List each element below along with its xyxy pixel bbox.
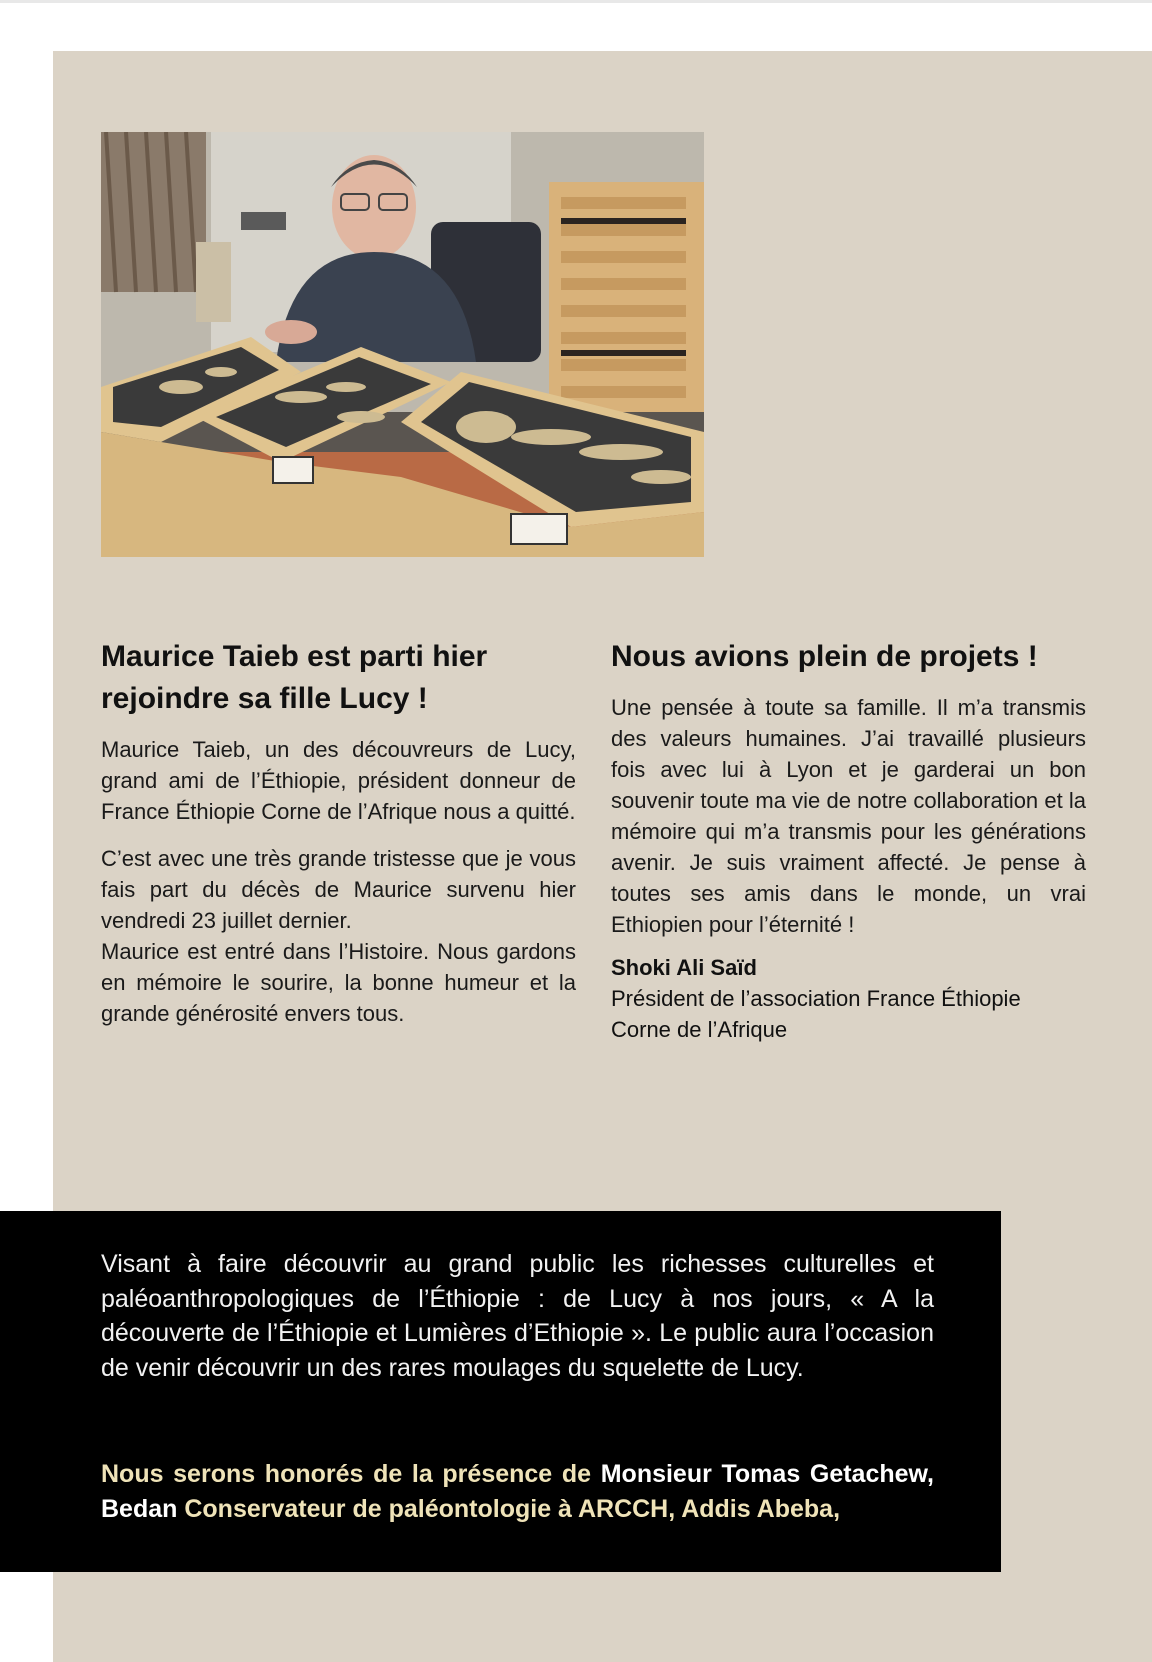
top-border-line: [0, 0, 1152, 3]
signature-name: Shoki Ali Saïd: [611, 955, 757, 980]
left-heading: Maurice Taieb est parti hier rejoindre sa fille Lucy !: [101, 640, 488, 715]
left-paragraph-1: Maurice Taieb, un des découvreurs de Lucy, grand ami de l’Éthiopie, président donneur de France Éthiopie Corne de l’Afrique nous a quitté.: [101, 737, 576, 824]
right-article-column: [611, 636, 1086, 1045]
right-heading: Nous avions plein de projets !: [611, 640, 1038, 673]
honor-intro: Nous serons honorés de la présence de: [101, 1460, 592, 1488]
honor-guest-text: [101, 1457, 934, 1526]
left-paragraph-2b: Maurice est entré dans l’Histoire. Nous gardons en mémoire le sourire, la bonne humeur et la grande générosité envers tous.: [101, 939, 576, 1026]
honor-guest-title: Conservateur de paléontologie à ARCCH, Addis Abeba,: [184, 1494, 841, 1523]
event-description: Visant à faire découvrir au grand public les richesses culturelles et paléoanthropologiques de l’Éthiopie : de Lucy à nos jours, « A la découverte de l’Éthiopie et Lumières d’Ethiopie ». Le public aura l’occasion de venir découvrir un des rares moulages du squelette de Lucy.: [101, 1250, 934, 1382]
signature-role: Président de l’association France Éthiopie Corne de l’Afrique: [611, 986, 1021, 1042]
left-paragraph-2a: C’est avec une très grande tristesse que je vous fais part du décès de Maurice survenu hier vendredi 23 juillet dernier.: [101, 846, 576, 933]
left-article-column: [101, 636, 576, 1029]
honor-guest-name: Monsieur Tomas Getachew, Bedan: [101, 1460, 934, 1523]
photo-man-with-fossil-trays-icon: [101, 132, 704, 557]
article-photo: [101, 132, 704, 557]
right-paragraph: Une pensée à toute sa famille. Il m’a transmis des valeurs humaines. J’ai travaillé plusieurs fois avec lui à Lyon et je garderai un bon souvenir toute ma vie de notre collaboration et la mémoire qui m’a transmis pour les générations avenir. Je suis vraiment affecté. Je pense à toutes ses amis dans le monde, un vrai Ethiopien pour l’éternité !: [611, 695, 1086, 937]
